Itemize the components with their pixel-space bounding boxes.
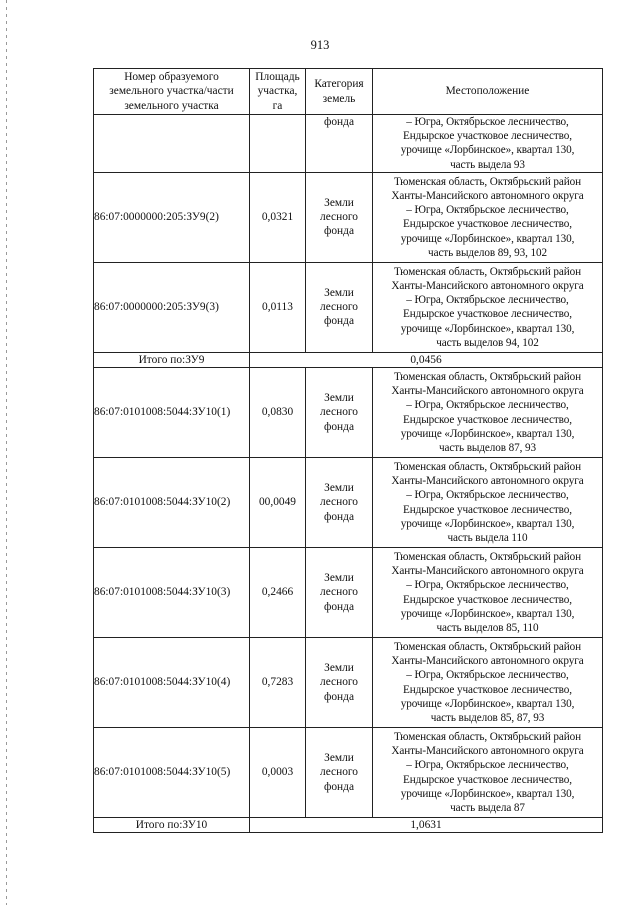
category-line: Земли	[324, 572, 354, 585]
land-plots-table	[93, 68, 603, 833]
plot-category	[306, 458, 373, 548]
category-line: фонда	[323, 510, 355, 523]
location-line: часть выделов 89, 93, 102	[428, 246, 547, 259]
category-line: лесного	[320, 586, 358, 599]
category-line: фонда	[323, 600, 355, 613]
plot-number: 86:07:0101008:5044:ЗУ10(5)	[94, 728, 250, 818]
location-line: – Югра, Октябрьское лесничество,	[406, 204, 569, 217]
plot-category	[306, 262, 373, 352]
location-line: урочище «Лорбинское», квартал 130,	[400, 607, 575, 620]
location-line: часть выделов 94, 102	[436, 336, 539, 349]
category-line: лесного	[320, 301, 358, 314]
header-area: Площадь участка, га	[250, 69, 306, 115]
header-category: Категория земель	[306, 69, 373, 115]
table-row	[94, 368, 603, 458]
total-label: Итого по:ЗУ9	[94, 352, 250, 367]
category-line: фонда	[323, 780, 355, 793]
header-number: Номер образуемого земельного участка/части земельного участка	[94, 69, 250, 115]
category-line: Земли	[324, 482, 354, 495]
plot-location	[373, 458, 603, 548]
plot-area: 0,0113	[250, 262, 306, 352]
plot-area: 0,0321	[250, 172, 306, 262]
table-row	[94, 458, 603, 548]
table-header-row	[94, 69, 603, 115]
location-line: часть выделов 85, 110	[436, 621, 539, 634]
category-line: лесного	[320, 766, 358, 779]
location-line: Ханты-Мансийского автономного округа	[391, 385, 584, 398]
location-line: урочище «Лорбинское», квартал 130,	[400, 144, 575, 157]
continuation-category: фонда	[306, 115, 373, 173]
plot-location	[373, 368, 603, 458]
location-line: – Югра, Октябрьское лесничество,	[406, 669, 569, 682]
location-line: Ендырское участковое лесничество,	[403, 308, 572, 321]
location-line: урочище «Лорбинское», квартал 130,	[400, 427, 575, 440]
plot-number: 86:07:0101008:5044:ЗУ10(1)	[94, 368, 250, 458]
total-row	[94, 818, 603, 833]
plot-location	[373, 172, 603, 262]
continuation-row	[94, 115, 603, 173]
category-line: Земли	[324, 752, 354, 765]
page-number: 913	[310, 38, 330, 52]
plot-area: 0,0003	[250, 728, 306, 818]
plot-category	[306, 172, 373, 262]
table-row	[94, 172, 603, 262]
table-row	[94, 638, 603, 728]
location-line: Ендырское участковое лесничество,	[403, 773, 572, 786]
location-line: урочище «Лорбинское», квартал 130,	[400, 697, 575, 710]
location-line: Тюменская область, Октябрьский район	[393, 370, 582, 383]
continuation-area	[250, 115, 306, 173]
total-value: 0,0456	[250, 352, 603, 367]
location-line: урочище «Лорбинское», квартал 130,	[400, 517, 575, 530]
plot-category	[306, 368, 373, 458]
category-line: Земли	[324, 662, 354, 675]
location-line: Тюменская область, Октябрьский район	[393, 460, 582, 473]
plot-location	[373, 548, 603, 638]
plot-number: 86:07:0101008:5044:ЗУ10(4)	[94, 638, 250, 728]
location-line: Ендырское участковое лесничество,	[403, 218, 572, 231]
table-body	[94, 115, 603, 833]
location-line: урочище «Лорбинское», квартал 130,	[400, 232, 575, 245]
plot-location	[373, 638, 603, 728]
plot-category	[306, 728, 373, 818]
location-line: Тюменская область, Октябрьский район	[393, 730, 582, 743]
total-value: 1,0631	[250, 818, 603, 833]
location-line: Тюменская область, Октябрьский район	[393, 640, 582, 653]
location-line: часть выделов 87, 93	[438, 441, 537, 454]
location-line: – Югра, Октябрьское лесничество,	[406, 399, 569, 412]
plot-area: 0,0830	[250, 368, 306, 458]
continuation-number	[94, 115, 250, 173]
location-line: часть выделов 85, 87, 93	[430, 711, 545, 724]
location-line: урочище «Лорбинское», квартал 130,	[400, 787, 575, 800]
category-line: Земли	[324, 287, 354, 299]
location-line: Тюменская область, Октябрьский район	[393, 550, 582, 563]
location-line: – Югра, Октябрьское лесничество,	[406, 116, 569, 128]
category-line: лесного	[320, 211, 358, 224]
location-line: – Югра, Октябрьское лесничество,	[406, 579, 569, 592]
category-line: фонда	[323, 225, 355, 238]
plot-category	[306, 638, 373, 728]
location-line: Тюменская область, Октябрьский район	[393, 175, 582, 188]
total-row	[94, 352, 603, 367]
continuation-location	[373, 115, 603, 173]
location-line: Ендырское участковое лесничество,	[403, 593, 572, 606]
plot-number: 86:07:0101008:5044:ЗУ10(2)	[94, 458, 250, 548]
plot-number: 86:07:0101008:5044:ЗУ10(3)	[94, 548, 250, 638]
category-line: лесного	[320, 406, 358, 419]
scan-edge	[6, 0, 7, 905]
location-line: часть выдела 110	[447, 531, 528, 544]
category-line: Земли	[324, 392, 354, 405]
location-line: Ендырское участковое лесничество,	[403, 683, 572, 696]
location-line: Ендырское участковое лесничество,	[403, 130, 572, 143]
location-line: Ханты-Мансийского автономного округа	[391, 565, 584, 578]
location-line: Ендырское участковое лесничество,	[403, 503, 572, 516]
plot-area: 00,0049	[250, 458, 306, 548]
location-line: часть выдела 87	[450, 801, 525, 814]
plot-area: 0,2466	[250, 548, 306, 638]
plot-number: 86:07:0000000:205:ЗУ9(2)	[94, 172, 250, 262]
plot-category	[306, 548, 373, 638]
location-line: – Югра, Октябрьское лесничество,	[406, 489, 569, 502]
location-line: Ханты-Мансийского автономного округа	[391, 189, 584, 202]
location-line: урочище «Лорбинское», квартал 130,	[400, 322, 575, 335]
location-line: Ханты-Мансийского автономного округа	[391, 279, 584, 292]
category-line: фонда	[323, 315, 355, 328]
header-location: Местоположение	[373, 69, 603, 115]
table-row	[94, 728, 603, 818]
location-line: Тюменская область, Октябрьский район	[393, 265, 582, 278]
category-line: фонда	[323, 420, 355, 433]
category-line: фонда	[323, 690, 355, 703]
table-row	[94, 262, 603, 352]
location-line: – Югра, Октябрьское лесничество,	[406, 759, 569, 772]
category-line: Земли	[324, 197, 354, 209]
plot-area: 0,7283	[250, 638, 306, 728]
plot-number: 86:07:0000000:205:ЗУ9(3)	[94, 262, 250, 352]
category-line: лесного	[320, 676, 358, 689]
location-line: Ендырское участковое лесничество,	[403, 413, 572, 426]
total-label: Итого по:ЗУ10	[94, 818, 250, 833]
location-line: – Югра, Октябрьское лесничество,	[406, 294, 569, 307]
location-line: часть выдела 93	[450, 158, 525, 171]
category-line: лесного	[320, 496, 358, 509]
table-row	[94, 548, 603, 638]
plot-location	[373, 262, 603, 352]
location-line: Ханты-Мансийского автономного округа	[391, 745, 584, 758]
location-line: Ханты-Мансийского автономного округа	[391, 475, 584, 488]
plot-location	[373, 728, 603, 818]
location-line: Ханты-Мансийского автономного округа	[391, 655, 584, 668]
